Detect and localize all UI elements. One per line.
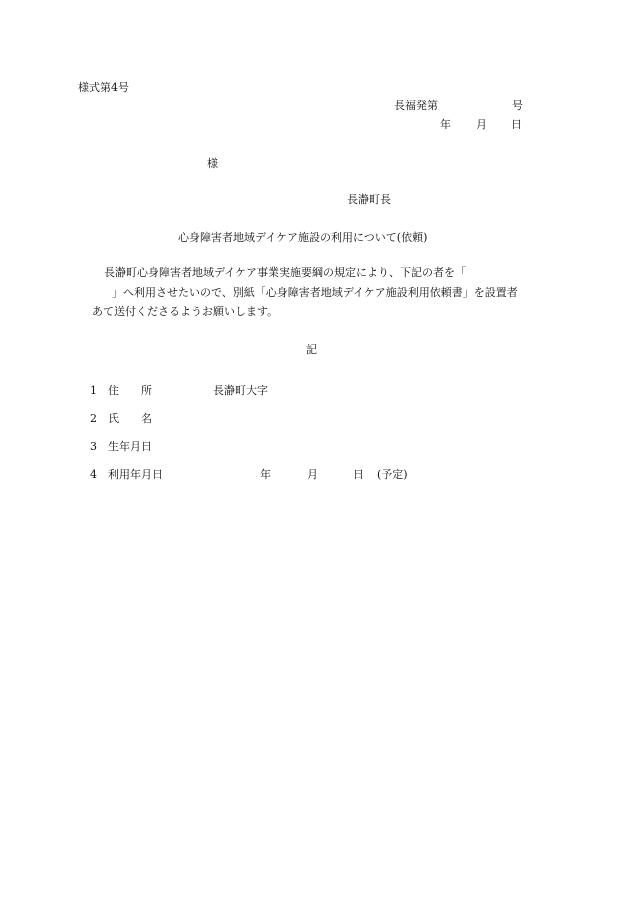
usage-planned-note: (予定) [377,468,408,481]
document-subject: 心身障害者地域デイケア施設の利用について(依頼) [178,231,428,244]
document-number-prefix: 長福発第 [394,99,438,112]
item-label-address: 住 所 [108,384,152,397]
item-number: 4 [90,468,97,481]
address-value: 長瀞町大字 [213,384,268,397]
item-number: 1 [90,384,97,397]
date-year-label: 年 [440,118,451,131]
usage-month-label: 月 [307,468,318,481]
item-label-name: 氏 名 [108,412,152,425]
item-number: 2 [90,412,97,425]
ki-heading: 記 [306,343,317,356]
item-label-birthdate: 生年月日 [108,440,152,453]
date-month-label: 月 [476,118,487,131]
body-text-line-3: あて送付くださるようお願いします。 [92,305,279,318]
body-text-line-1: 長瀞町心身障害者地域デイケア事業実施要綱の規定により、下記の者を「 [104,266,467,279]
form-number: 様式第4号 [78,81,129,94]
sender-name: 長瀞町長 [347,193,391,206]
body-text-line-2: 」へ利用させたいので、別紙「心身障害者地域デイケア施設利用依頼書」を設置者 [112,286,518,299]
addressee-suffix: 様 [207,157,218,170]
usage-year-label: 年 [260,468,271,481]
item-label-usage-date: 利用年月日 [108,468,163,481]
document-number-suffix: 号 [512,99,523,112]
date-day-label: 日 [511,118,522,131]
item-number: 3 [90,440,97,453]
usage-day-label: 日 [353,468,364,481]
